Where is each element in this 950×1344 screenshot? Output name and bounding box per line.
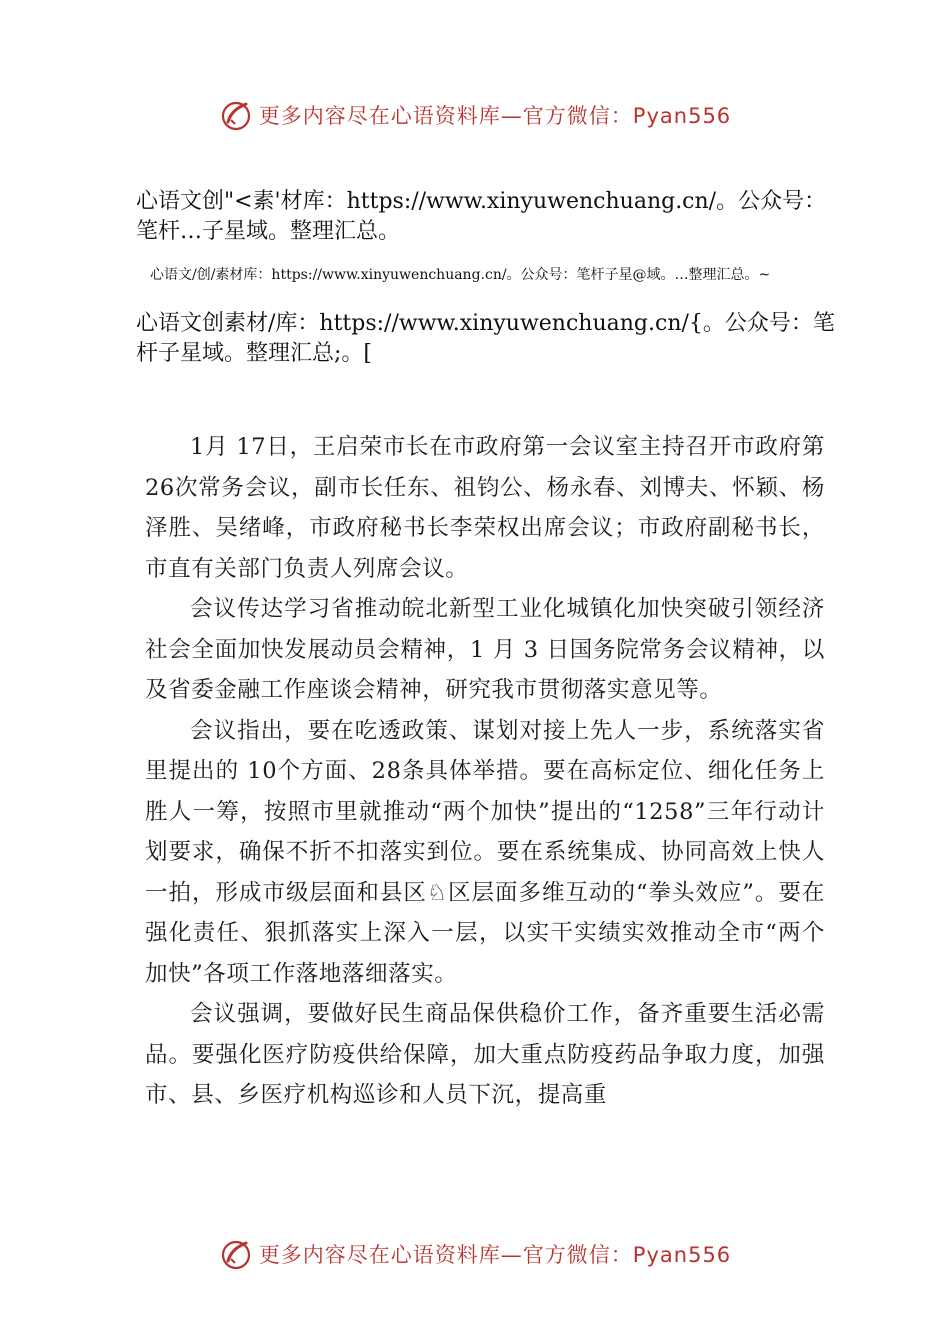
paragraph-2: 会议传达学习省推动皖北新型工业化城镇化加快突破引领经济社会全面加快发展动员会精神，1 月 3 日国务院常务会议精神，以及省委金融工作座谈会精神，研究我市贯彻落实意见等。: [145, 596, 825, 703]
paragraph-4: 会议强调，要做好民生商品保供稳价工作，备齐重要生活必需品。要强化医疗防疫供给保障，加大重点防疫药品争取力度，加强市、县、乡医疗机构巡诊和人员下沉，提高重: [145, 1001, 825, 1108]
paragraph-1: 1月 17日，王启荣市长在市政府第一会议室主持召开市政府第 26次常务会议，副市长任东、祖钧公、杨永春、刘博夫、怀颖、杨泽胜、吴绪峰，市政府秘书长李荣权出席会议；市政府副秘书长，市直有关部门负责人列席会议。: [145, 434, 825, 582]
document-body: [145, 427, 825, 1116]
brand-logo-icon: [219, 98, 253, 132]
banner-text: 更多内容尽在心语资料库—官方微信：Pyan556: [258, 1243, 732, 1267]
footer-banner: [0, 1232, 950, 1276]
watermark-line-1: 心语文创"<素'材库：https://www.xinyuwenchuang.cn/。公众号：笔杆…子星域。整理汇总。: [136, 189, 827, 244]
banner-text: 更多内容尽在心语资料库—官方微信：Pyan556: [258, 104, 732, 128]
header-banner: [0, 93, 950, 137]
watermark-line-2: 心语文/创/素材库：https://www.xinyuwenchuang.cn/。公众号：笔杆子星@域。…整理汇总。~: [150, 267, 771, 283]
paragraph-3: 会议指出，要在吃透政策、谋划对接上先人一步，系统落实省里提出的 10个方面、28条具体举措。要在高标定位、细化任务上胜人一筹，按照市里就推动“两个加快”提出的“1258”三年行动计划要求，确保不折不扣落实到位。要在系统集成、协同高效上快人一拍，形成市级层面和县区♘区层面多维互动的“拳头效应”。要在强化责任、狠抓落实上深入一层，以实干实绩实效推动全市“两个加快”各项工作落地落细落实。: [145, 717, 825, 987]
watermark-line-3: 心语文创素材/库：https://www.xinyuwenchuang.cn/{。公众号：笔杆子星域。整理汇总;。[: [136, 311, 835, 366]
brand-logo-icon: [219, 1237, 253, 1271]
